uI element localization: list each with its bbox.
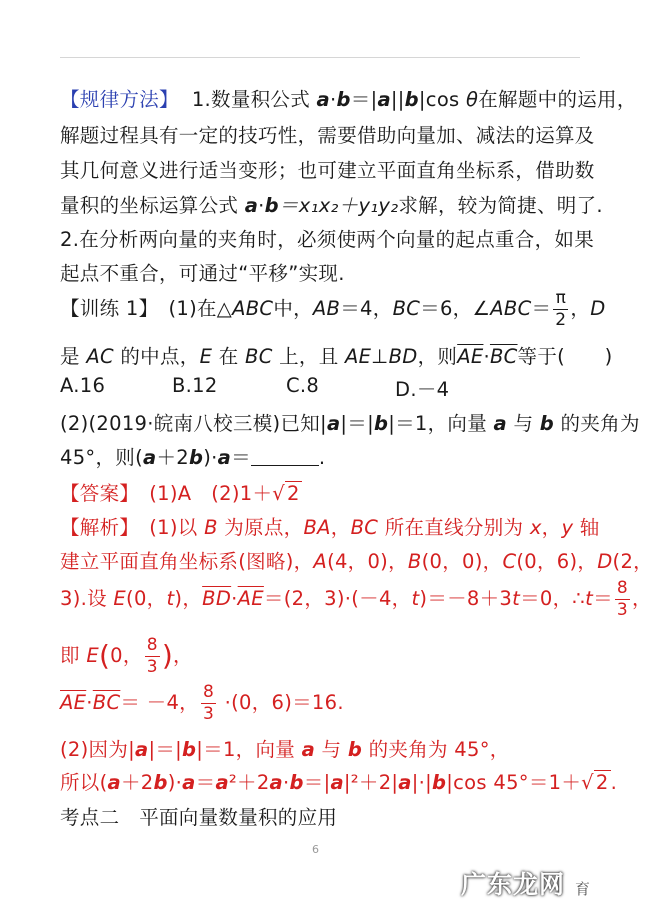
vector-bc: $\overline{BC}$ xyxy=(92,691,121,714)
option-d: D.－4 xyxy=(395,378,450,401)
method-line-4: 量积的坐标运算公式 a·b＝x₁x₂＋y₁y₂求解，较为简捷、明了. xyxy=(60,194,603,217)
training-line-2: 是 AC 的中点，E 在 BC 上，且 AE⊥BD，则$\overline{AE}\cdot\overline{BC}$等于( ) xyxy=(60,345,613,368)
page-number: 6 xyxy=(312,843,319,856)
method-line-3: 其几何意义进行适当变形；也可建立平面直角坐标系，借助数 xyxy=(60,159,595,182)
answer-blank xyxy=(251,447,319,466)
analysis-line-2: 建立平面直角坐标系(图略)，A(4，0)，B(0，0)，C(0，6)，D(2， xyxy=(60,550,653,573)
training-line-1: 【训练 1】 (1)在△ABC中，AB＝4，BC＝6，∠ABC＝ $\frac{\pi}{2}$ ，D xyxy=(60,288,606,330)
vector-bc: $\overline{BC}$ xyxy=(489,345,518,368)
analysis-line-7: 所以(a＋2b)·a＝a²＋2a·b＝|a|²＋2|a|·|b|cos 45°＝1＋√ 2 . xyxy=(60,771,618,794)
top-divider xyxy=(60,57,580,58)
method-line-6: 起点不重合，可通过“平移”实现. xyxy=(60,262,345,285)
method-line-2: 解题过程具有一定的技巧性，需要借助向量加、减法的运算及 xyxy=(60,124,595,147)
section-heading: 考点二 平面向量数量积的应用 xyxy=(60,806,338,829)
option-b: B.12 xyxy=(172,374,218,397)
fraction-8-over-3: $\frac{8}{3}$ xyxy=(202,682,215,724)
fraction-pi-over-2: $\frac{\pi}{2}$ xyxy=(555,288,567,330)
analysis-line-4: 即 E(0， $\frac{8}{3}$ )， xyxy=(60,635,193,677)
vector-ae: $\overline{AE}$ xyxy=(457,345,484,368)
answer-tag: 【答案】 xyxy=(60,482,130,505)
fraction-8-over-3: $\frac{8}{3}$ xyxy=(616,578,628,620)
method-line-1: 【规律方法】 1.数量积公式 a·b＝|a||b|cos θ在解题中的运用， xyxy=(60,88,637,111)
answer-line: 【答案】 (1)A (2)1＋√ 2 xyxy=(60,482,300,505)
analysis-tag: 【解析】 xyxy=(60,516,130,539)
method-line-5: 2.在分析两向量的夹角时，必须使两个向量的起点重合，如果 xyxy=(60,228,595,251)
question-2-line-1: (2)(2019·皖南八校三模)已知|a|＝|b|＝1，向量 a 与 b 的夹角为 xyxy=(60,412,640,435)
option-a: A.16 xyxy=(60,374,106,397)
vector-ae: $\overline{AE}$ xyxy=(60,691,87,714)
watermark xyxy=(455,865,625,899)
fraction-8-over-3: $\frac{8}{3}$ xyxy=(146,635,158,677)
analysis-line-3: 3).设 E(0，t)，$\overline{BD}\cdot\overline{AE}=(2$，3)·(－4，t)＝－8＋3t＝0，∴t＝ $\frac{8}{3}$ ， xyxy=(60,578,652,620)
vector-bd: $\overline{BD}$ xyxy=(202,587,232,610)
watermark-sub-text: 育 xyxy=(575,880,591,898)
analysis-line-6: (2)因为|a|＝|b|＝1，向量 a 与 b 的夹角为 45°， xyxy=(60,738,510,761)
method-tag: 【规律方法】 xyxy=(60,88,179,111)
question-2-line-2: 45°，则(a＋2b)·a＝ . xyxy=(60,446,326,469)
analysis-line-1: 【解析】 (1)以 B 为原点，BA，BC 所在直线分别为 x，y 轴 xyxy=(60,516,600,539)
watermark-logo-text: 广东龙网 xyxy=(461,870,566,899)
vector-ae: $\overline{AE}$ xyxy=(237,587,264,610)
analysis-line-5: $\overline{AE}\cdot\overline{BC}= -4$， $\frac{8}{3}$ ·(0，6)＝16. xyxy=(60,682,344,724)
option-c: C.8 xyxy=(286,374,320,397)
